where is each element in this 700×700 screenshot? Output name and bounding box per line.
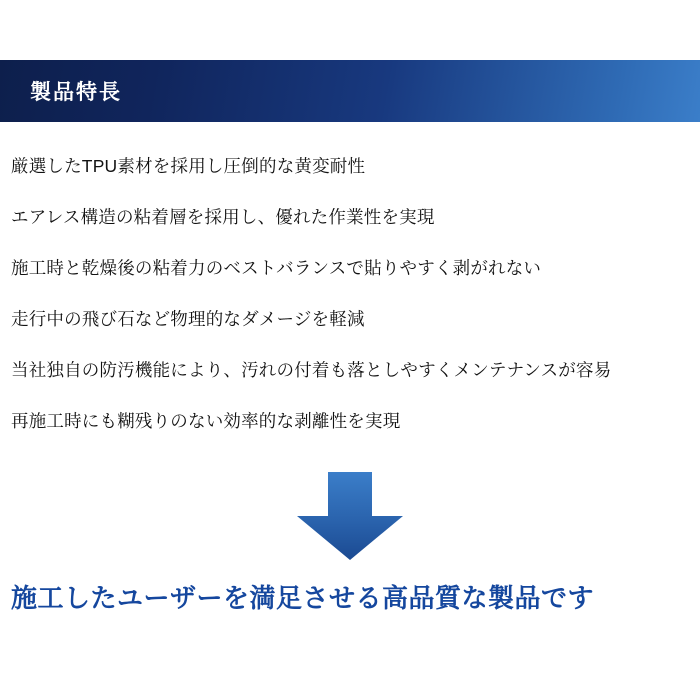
arrow-container (0, 472, 700, 560)
conclusion-banner (0, 578, 700, 615)
feature-text: 施工時と乾燥後の粘着力のベストバランスで貼りやすく剥がれない (11, 258, 542, 278)
feature-text: 厳選したTPU素材を採用し圧倒的な黄変耐性 (11, 156, 366, 176)
list-item (0, 242, 700, 293)
feature-text: 当社独自の防汚機能により、汚れの付着も落としやすくメンテナンスが容易 (11, 360, 612, 380)
conclusion-text: 施工したユーザーを満足させる高品質な製品です (11, 583, 595, 613)
list-item (0, 344, 700, 395)
page-title: 製品特長 (30, 81, 122, 104)
list-item (0, 395, 700, 446)
feature-text: 走行中の飛び石など物理的なダメージを軽減 (11, 309, 365, 329)
feature-list (0, 140, 700, 446)
section-header-bar (0, 60, 700, 122)
list-item (0, 293, 700, 344)
down-arrow-icon (295, 472, 405, 560)
list-item (0, 140, 700, 191)
feature-text: エアレス構造の粘着層を採用し、優れた作業性を実現 (11, 207, 435, 227)
feature-text: 再施工時にも糊残りのない効率的な剥離性を実現 (11, 411, 401, 431)
list-item (0, 191, 700, 242)
